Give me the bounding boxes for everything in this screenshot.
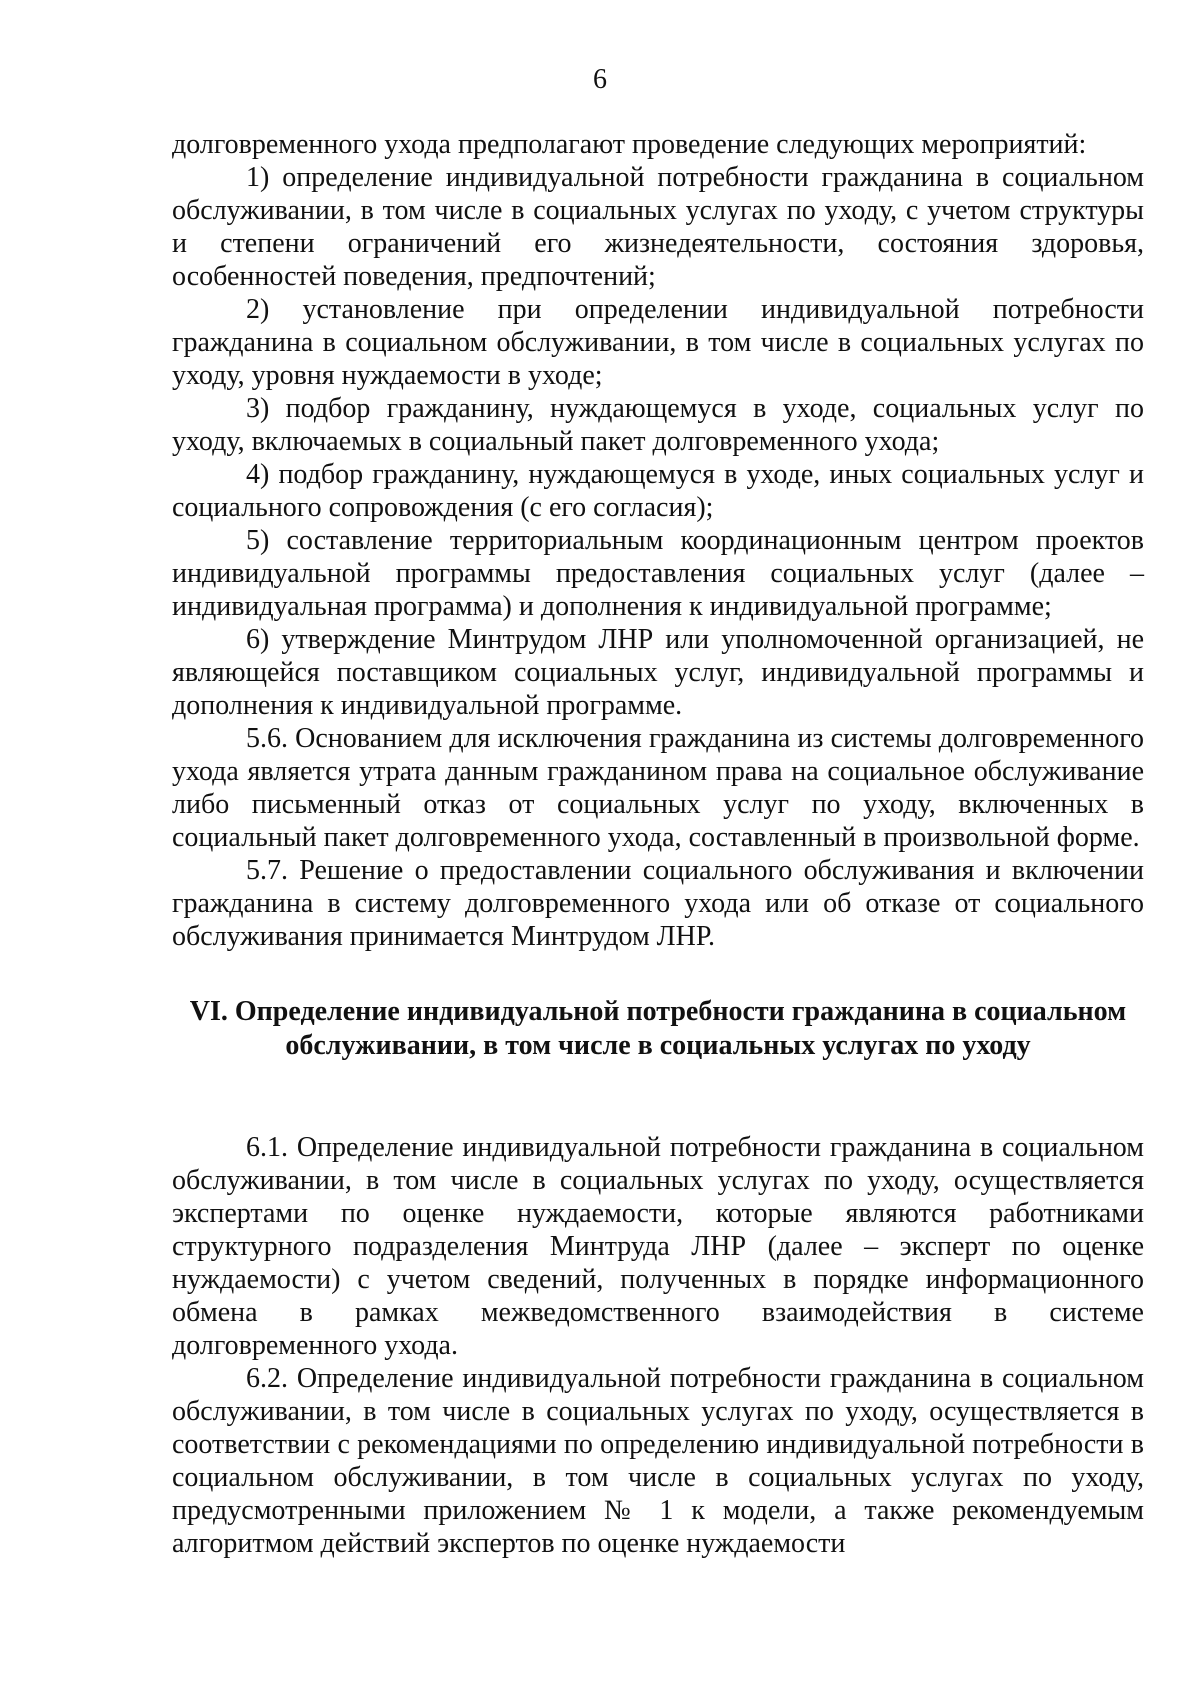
paragraph: долговременного ухода предполагают проведение следующих мероприятий: — [172, 129, 1087, 160]
paragraph-5-6: 5.6. Основанием для исключения гражданина из системы долговременного ухода является утрата данным гражданином права на социальное обслуживание либо письменный отказ от социальных услуг по уходу, включенных в социальный пакет долговременного ухода, составленный в произвольной форме. — [172, 723, 1144, 853]
paragraph-item-3: 3) подбор гражданину, нуждающемуся в уходе, социальных услуг по уходу, включаемых в социальный пакет долговременного ухода; — [172, 393, 1144, 457]
paragraph-5-7: 5.7. Решение о предоставлении социального обслуживания и включении гражданина в систему долговременного ухода или об отказе от социального обслуживания принимается Минтрудом ЛНР. — [172, 855, 1144, 952]
document-body — [172, 128, 1144, 1560]
paragraphs-top — [172, 128, 1144, 953]
section-heading-line-1: VI. Определение индивидуальной потребности гражданина в социальном — [189, 996, 1127, 1027]
page-number: 6 — [593, 64, 607, 95]
paragraph-6-2: 6.2. Определение индивидуальной потребности гражданина в социальном обслуживании, в том числе в социальных услугах по уходу, осуществляется в соответствии с рекомендациями по определению индивидуальной потребности в социальном обслуживании, в том числе в социальных услугах по уходу, предусмотренными приложением № 1 к модели, а также рекомендуемым алгоритмом действий экспертов по оценке нуждаемости — [172, 1363, 1144, 1559]
paragraph-item-2: 2) установление при определении индивидуальной потребности гражданина в социальном обслуживании, в том числе в социальных услугах по уходу, уровня нуждаемости в уходе; — [172, 294, 1144, 391]
section-heading-line-2: обслуживании, в том числе в социальных услугах по уходу — [285, 1030, 1031, 1061]
paragraph-item-6: 6) утверждение Минтрудом ЛНР или уполномоченной организацией, не являющейся поставщиком социальных услуг, индивидуальной программы и дополнения к индивидуальной программе. — [172, 624, 1144, 721]
paragraphs-bottom — [172, 1131, 1144, 1560]
paragraph-item-4: 4) подбор гражданину, нуждающемуся в уходе, иных социальных услуг и социального сопровождения (с его согласия); — [172, 459, 1144, 523]
paragraph-item-1: 1) определение индивидуальной потребности гражданина в социальном обслуживании, в том числе в социальных услугах по уходу, с учетом структуры и степени ограничений его жизнедеятельности, состояния здоровья, особенностей поведения, предпочтений; — [172, 162, 1144, 292]
paragraph-item-5: 5) составление территориальным координационным центром проектов индивидуальной программы предоставления социальных услуг (далее – индивидуальная программа) и дополнения к индивидуальной программе; — [172, 525, 1144, 622]
section-heading — [172, 995, 1144, 1063]
spacer — [172, 1063, 1144, 1131]
paragraph-6-1: 6.1. Определение индивидуальной потребности гражданина в социальном обслуживании, в том числе в социальных услугах по уходу, осуществляется экспертами по оценке нуждаемости, которые являются работниками структурного подразделения Минтруда ЛНР (далее – эксперт по оценке нуждаемости) с учетом сведений, полученных в порядке информационного обмена в рамках межведомственного взаимодействия в системе долговременного ухода. — [172, 1132, 1144, 1361]
